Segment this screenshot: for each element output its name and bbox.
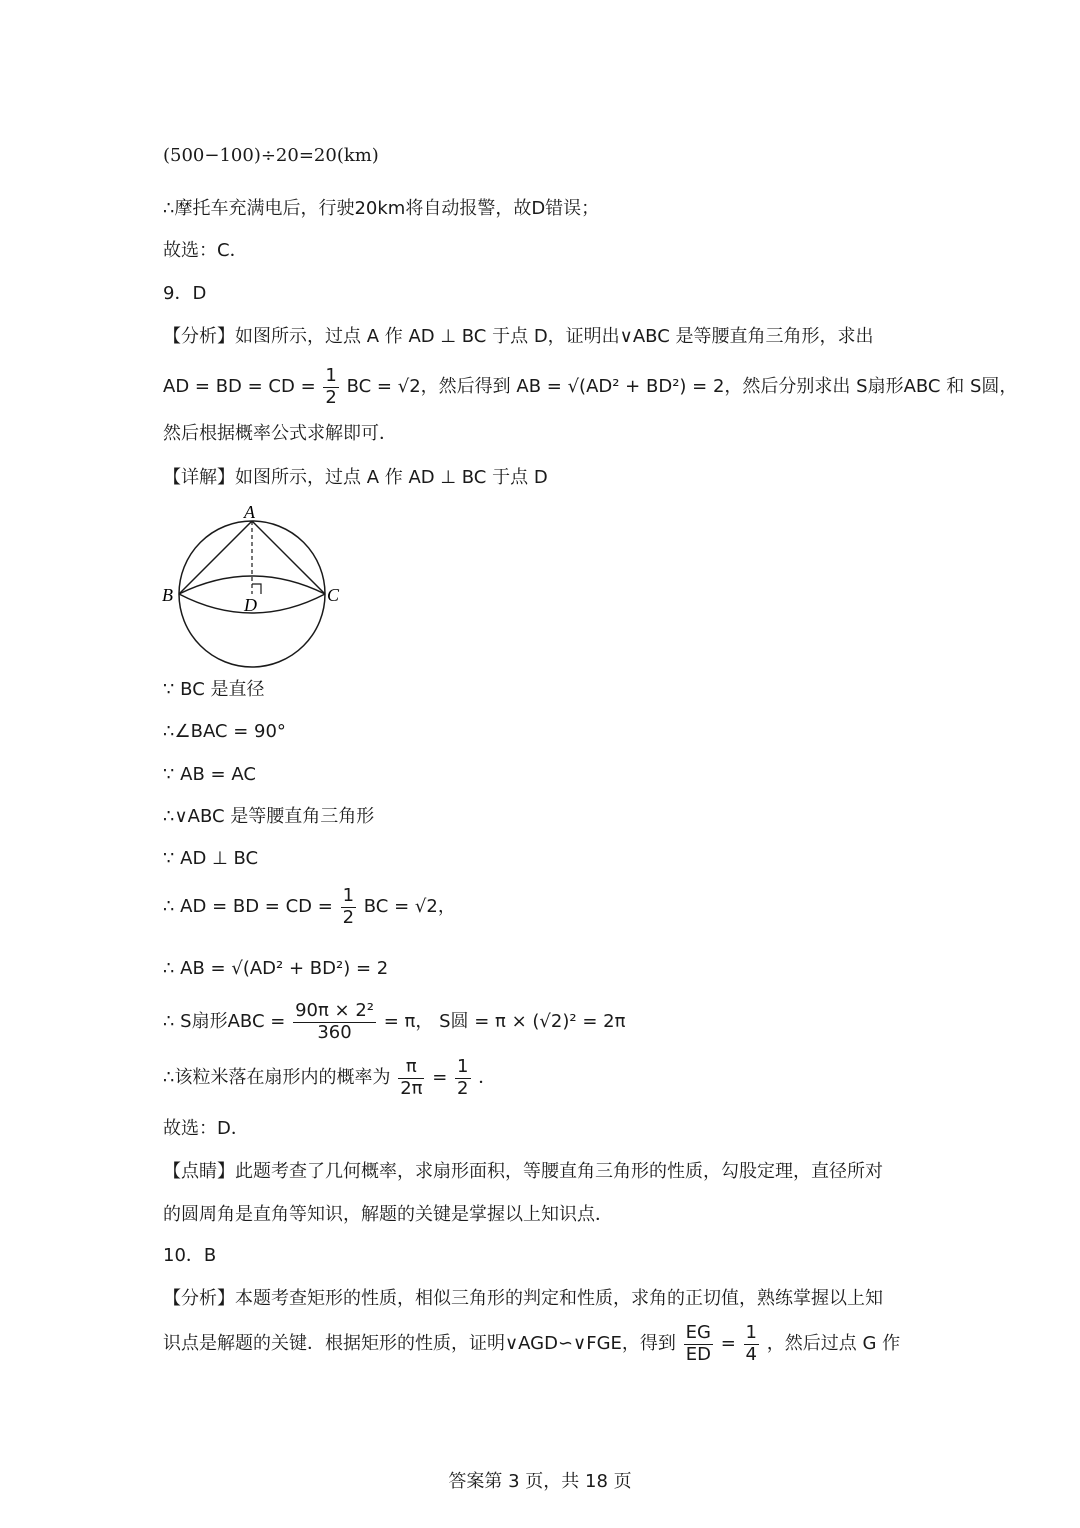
step-3: ∵ AB = AC	[163, 764, 256, 785]
q9-analysis-l1: 【分析】如图所示，过点 A 作 AD ⊥ BC 于点 D，证明出∨ABC 是等腰直角三角形，求出	[163, 326, 874, 347]
frac-den: 360	[317, 1021, 352, 1043]
q10-analysis-l2: 识点是解题的关键．根据矩形的性质，证明∨AGD∽∨FGE，得到	[163, 1333, 676, 1355]
label-d: D	[244, 595, 257, 615]
step-6-left: ∴ AD = BD = CD =	[163, 896, 333, 918]
detail-line	[163, 469, 548, 487]
circle-triangle-figure	[158, 500, 358, 670]
fraction-sector	[293, 1001, 376, 1043]
step-line	[163, 960, 388, 978]
q10-analysis-l2-end: ，然后过点 G 作	[766, 1333, 901, 1355]
analysis-line	[163, 425, 397, 443]
equals-sign: =	[720, 1333, 736, 1355]
analysis-line	[163, 1323, 900, 1365]
label-c: C	[327, 585, 340, 605]
frac-den: ED	[685, 1343, 711, 1365]
step-line	[163, 850, 258, 868]
step-8-left: ∴ S扇形ABC =	[163, 1011, 286, 1033]
label-b: B	[162, 585, 173, 605]
fraction-half	[323, 366, 338, 408]
comment-line	[163, 1206, 613, 1224]
fraction-eg-ed	[684, 1323, 713, 1365]
frac-num: π	[398, 1057, 424, 1079]
equals-sign: =	[432, 1067, 448, 1089]
frac-num: 90π × 2²	[295, 1000, 374, 1021]
q9-eq-part: AB = √(AD² + BD²) = 2	[516, 376, 725, 398]
frac-num: EG	[685, 1322, 711, 1343]
q9-text-part: 和	[946, 376, 965, 398]
frac-den: 2	[325, 386, 337, 408]
fraction-half	[455, 1057, 470, 1099]
q9-analysis-l3: 然后根据概率公式求解即可．	[163, 423, 397, 444]
q9-number: 9．D	[163, 283, 207, 304]
q9-eq-part: AD = BD = CD =	[163, 376, 316, 398]
q10-number: 10．B	[163, 1245, 217, 1266]
text-line	[163, 1120, 249, 1138]
q9-eq-part: BC = √2	[346, 376, 421, 398]
step-line	[163, 723, 286, 741]
q9-text-part: ，然后得到	[420, 376, 511, 398]
right-angle-mark	[252, 584, 261, 594]
question-number	[163, 1247, 216, 1265]
q9-detail-l1: 【详解】如图所示，过点 A 作 AD ⊥ BC 于点 D	[163, 467, 548, 488]
choice-text: 故选：D．	[163, 1118, 249, 1139]
step-line	[163, 886, 456, 928]
equation-line	[163, 147, 379, 165]
q9-eq-part: S扇形ABC	[856, 376, 941, 398]
q9-text-part: ，然后分别求出	[724, 376, 851, 398]
frac-num: 1	[342, 885, 355, 906]
analysis-line: AD = BD = CD = $\frac{1}{2}$ BC = √2，然后得到 AB = √(AD² + BD²) = 2，然后分别求出 S扇形ABC 和 S圆，	[163, 365, 1018, 408]
page-footer: 答案第 3 页，共 18 页	[448, 1471, 632, 1492]
step-line	[163, 681, 265, 699]
frac-den: 2π	[400, 1077, 423, 1099]
step-8-right: = π， S圆 = π × (√2)² = 2π	[383, 1011, 626, 1033]
step-line	[163, 766, 256, 784]
step-2: ∴∠BAC = 90°	[163, 721, 286, 742]
step-6-right: BC = √2，	[363, 896, 456, 918]
q10-analysis-l1: 【分析】本题考查矩形的性质，相似三角形的判定和性质，求角的正切值，熟练掌握以上知	[163, 1288, 883, 1309]
question-number	[163, 285, 206, 303]
step-line	[163, 1057, 496, 1099]
comment-l1: 【点睛】此题考查了几何概率，求扇形面积，等腰直角三角形的性质，勾股定理，直径所对	[163, 1161, 883, 1182]
period: ．	[478, 1067, 497, 1089]
label-a: A	[244, 502, 255, 522]
frac-num: 1	[325, 365, 337, 386]
q9-eq-part: S圆	[969, 376, 1000, 398]
comment-l2: 的圆周角是直角等知识，解题的关键是掌握以上知识点．	[163, 1204, 613, 1225]
frac-den: 4	[745, 1343, 757, 1365]
calc-text: (500−100)÷20=20(km)	[163, 145, 379, 166]
step-line	[163, 1001, 625, 1043]
step-5: ∵ AD ⊥ BC	[163, 848, 259, 869]
fraction-pi	[398, 1057, 424, 1099]
comment-line	[163, 1163, 883, 1181]
analysis-line	[163, 328, 874, 346]
text-line	[163, 242, 248, 260]
analysis-line	[163, 1290, 883, 1308]
fraction-half	[341, 886, 356, 928]
choice-text: 故选：C．	[163, 240, 248, 261]
fraction-quarter	[744, 1323, 759, 1365]
conclusion-text: ∴摩托车充满电后，行驶20km将自动报警，故D错误；	[163, 198, 600, 219]
step-7: ∴ AB = √(AD² + BD²) = 2	[163, 958, 389, 979]
frac-num: 1	[457, 1056, 469, 1077]
segment-ab	[179, 521, 252, 594]
step-9-text: ∴该粒米落在扇形内的概率为	[163, 1067, 391, 1089]
frac-num: 1	[745, 1322, 757, 1343]
frac-den: 2	[457, 1077, 469, 1099]
step-4: ∴∨ABC 是等腰直角三角形	[163, 806, 375, 827]
step-1: ∵ BC 是直径	[163, 679, 265, 700]
segment-ac	[252, 521, 325, 594]
text-line	[163, 200, 599, 218]
frac-den: 2	[342, 906, 355, 928]
step-line	[163, 808, 374, 826]
